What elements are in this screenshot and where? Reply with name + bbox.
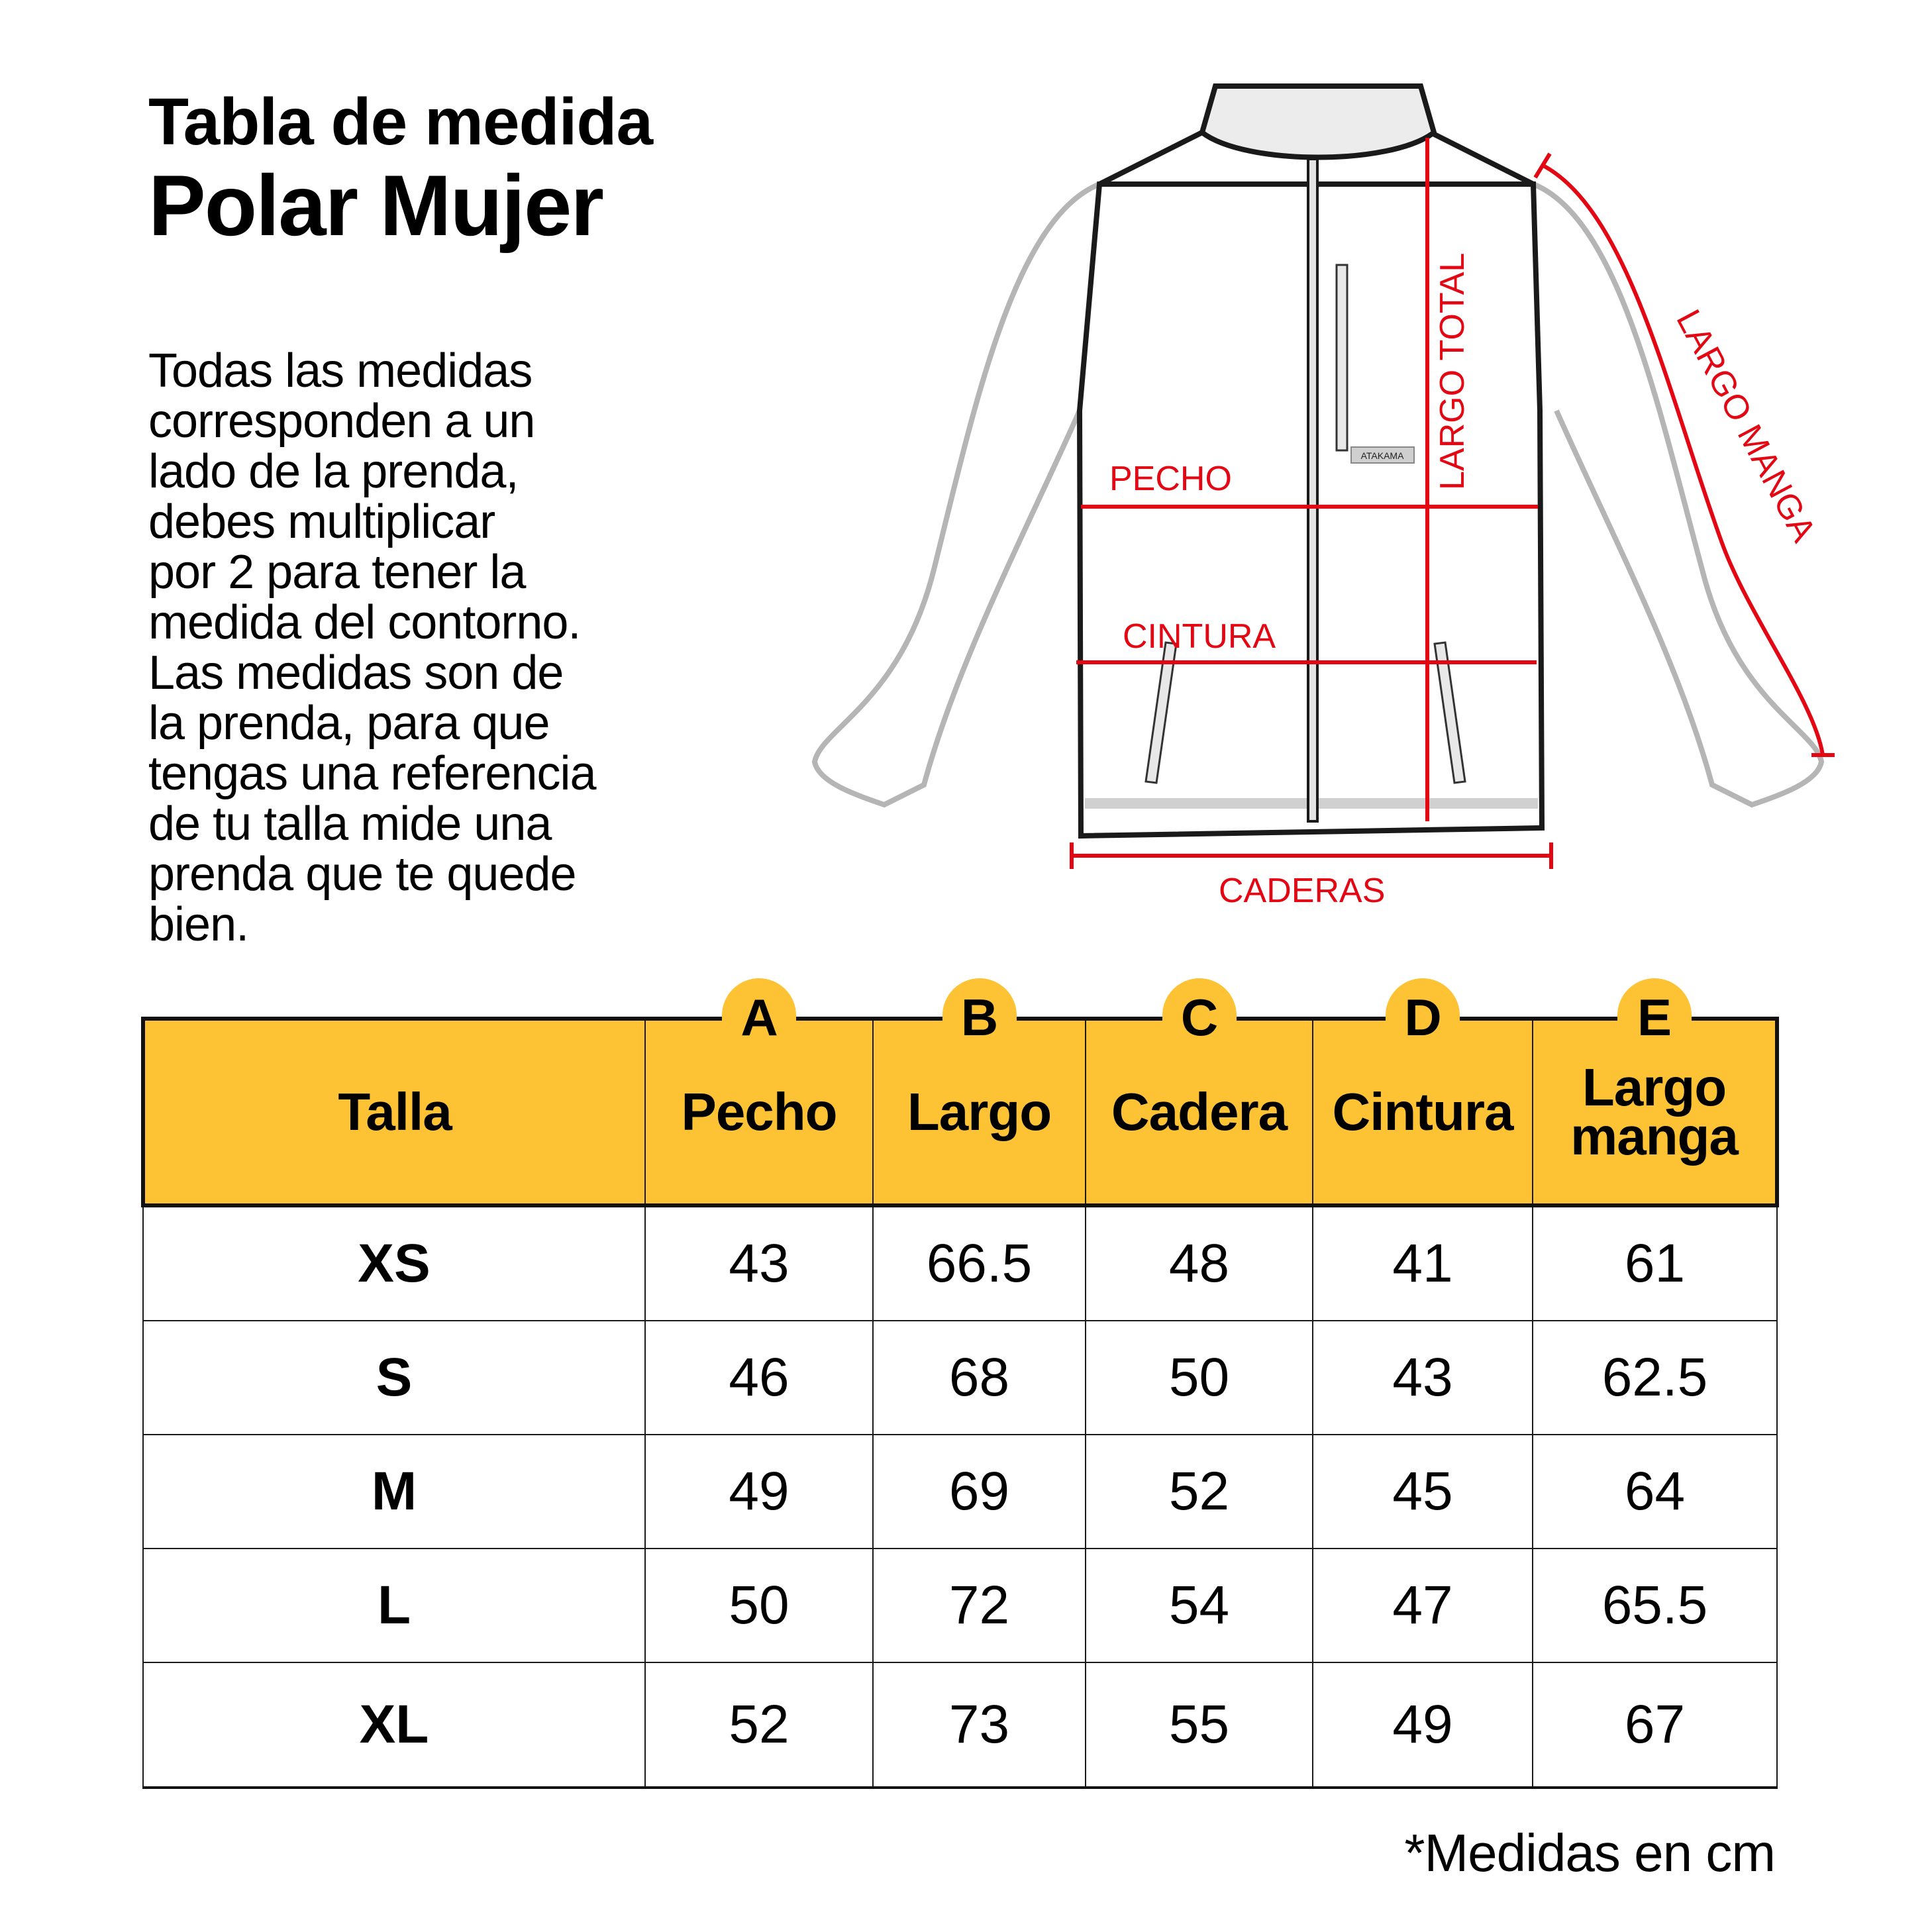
cell-talla: L [143,1549,645,1662]
column-header-largo: B Largo [873,1019,1086,1205]
brand-tag-text: ATAKAMA [1360,450,1404,461]
cell-cadera: 50 [1086,1321,1313,1435]
cell-cintura: 49 [1313,1662,1533,1788]
cell-cadera: 55 [1086,1662,1313,1788]
badge-e: E [1617,978,1692,1058]
column-header-largo-manga: E Largo manga [1533,1019,1777,1205]
cell-talla: M [143,1435,645,1549]
collar [1202,86,1434,158]
table-row [143,1321,1777,1435]
cell-pecho: 43 [645,1205,873,1321]
column-header-cintura: D Cintura [1313,1019,1533,1205]
cell-cintura: 47 [1313,1549,1533,1662]
cell-largo-manga: 67 [1533,1662,1777,1788]
table-row [143,1435,1777,1549]
column-header-talla: Talla [143,1019,645,1205]
largo-manga-label: LARGO MANGA [1668,303,1823,548]
cell-talla: XL [143,1662,645,1788]
cintura-label: CINTURA [1123,617,1276,656]
cell-cadera: 54 [1086,1549,1313,1662]
pecho-label: PECHO [1109,460,1232,498]
table-row [143,1205,1777,1321]
cell-largo-manga: 64 [1533,1435,1777,1549]
cell-cadera: 52 [1086,1435,1313,1549]
cell-pecho: 49 [645,1435,873,1549]
cell-largo: 72 [873,1549,1086,1662]
cell-largo-manga: 61 [1533,1205,1777,1321]
units-footnote: *Medidas en cm [1404,1823,1775,1882]
size-chart-table [141,988,1779,1789]
cell-cintura: 45 [1313,1435,1533,1549]
badge-c: C [1162,978,1237,1058]
column-header-pecho: A Pecho [645,1019,873,1205]
cell-talla: XS [143,1205,645,1321]
cell-talla: S [143,1321,645,1435]
left-sleeve [815,184,1099,805]
table-header-row [143,1019,1777,1205]
badge-b: B [942,978,1017,1058]
table-row [143,1662,1777,1788]
cell-pecho: 50 [645,1549,873,1662]
cell-cintura: 43 [1313,1321,1533,1435]
cell-largo: 66.5 [873,1205,1086,1321]
caderas-label: CADERAS [1219,872,1386,910]
title-line-1: Tabla de medida [148,85,653,159]
column-header-cadera: C Cadera [1086,1019,1313,1205]
jacket-measurement-diagram [795,66,1888,927]
title-line-2: Polar Mujer [148,157,603,254]
measurement-instructions: Todas las medidas corresponden a un lado de la prenda, debes multiplicar por 2 para tener la medida del contorno. Las medidas son de la prenda, para que tengas una referencia de tu talla mide una prenda que te quede bien. [148,344,596,951]
cell-largo: 69 [873,1435,1086,1549]
table-row [143,1549,1777,1662]
chest-pocket [1337,265,1347,450]
badge-d: D [1386,978,1460,1058]
front-zipper [1308,159,1317,821]
cell-largo-manga: 62.5 [1533,1321,1777,1435]
cell-pecho: 46 [645,1321,873,1435]
cell-largo-manga: 65.5 [1533,1549,1777,1662]
cell-cadera: 48 [1086,1205,1313,1321]
jacket-illustration [795,66,1888,927]
cell-largo: 68 [873,1321,1086,1435]
cell-cintura: 41 [1313,1205,1533,1321]
badge-a: A [722,978,796,1058]
page-title [148,85,652,252]
cell-pecho: 52 [645,1662,873,1788]
cell-largo: 73 [873,1662,1086,1788]
largo-total-label: LARGO TOTAL [1433,252,1472,490]
